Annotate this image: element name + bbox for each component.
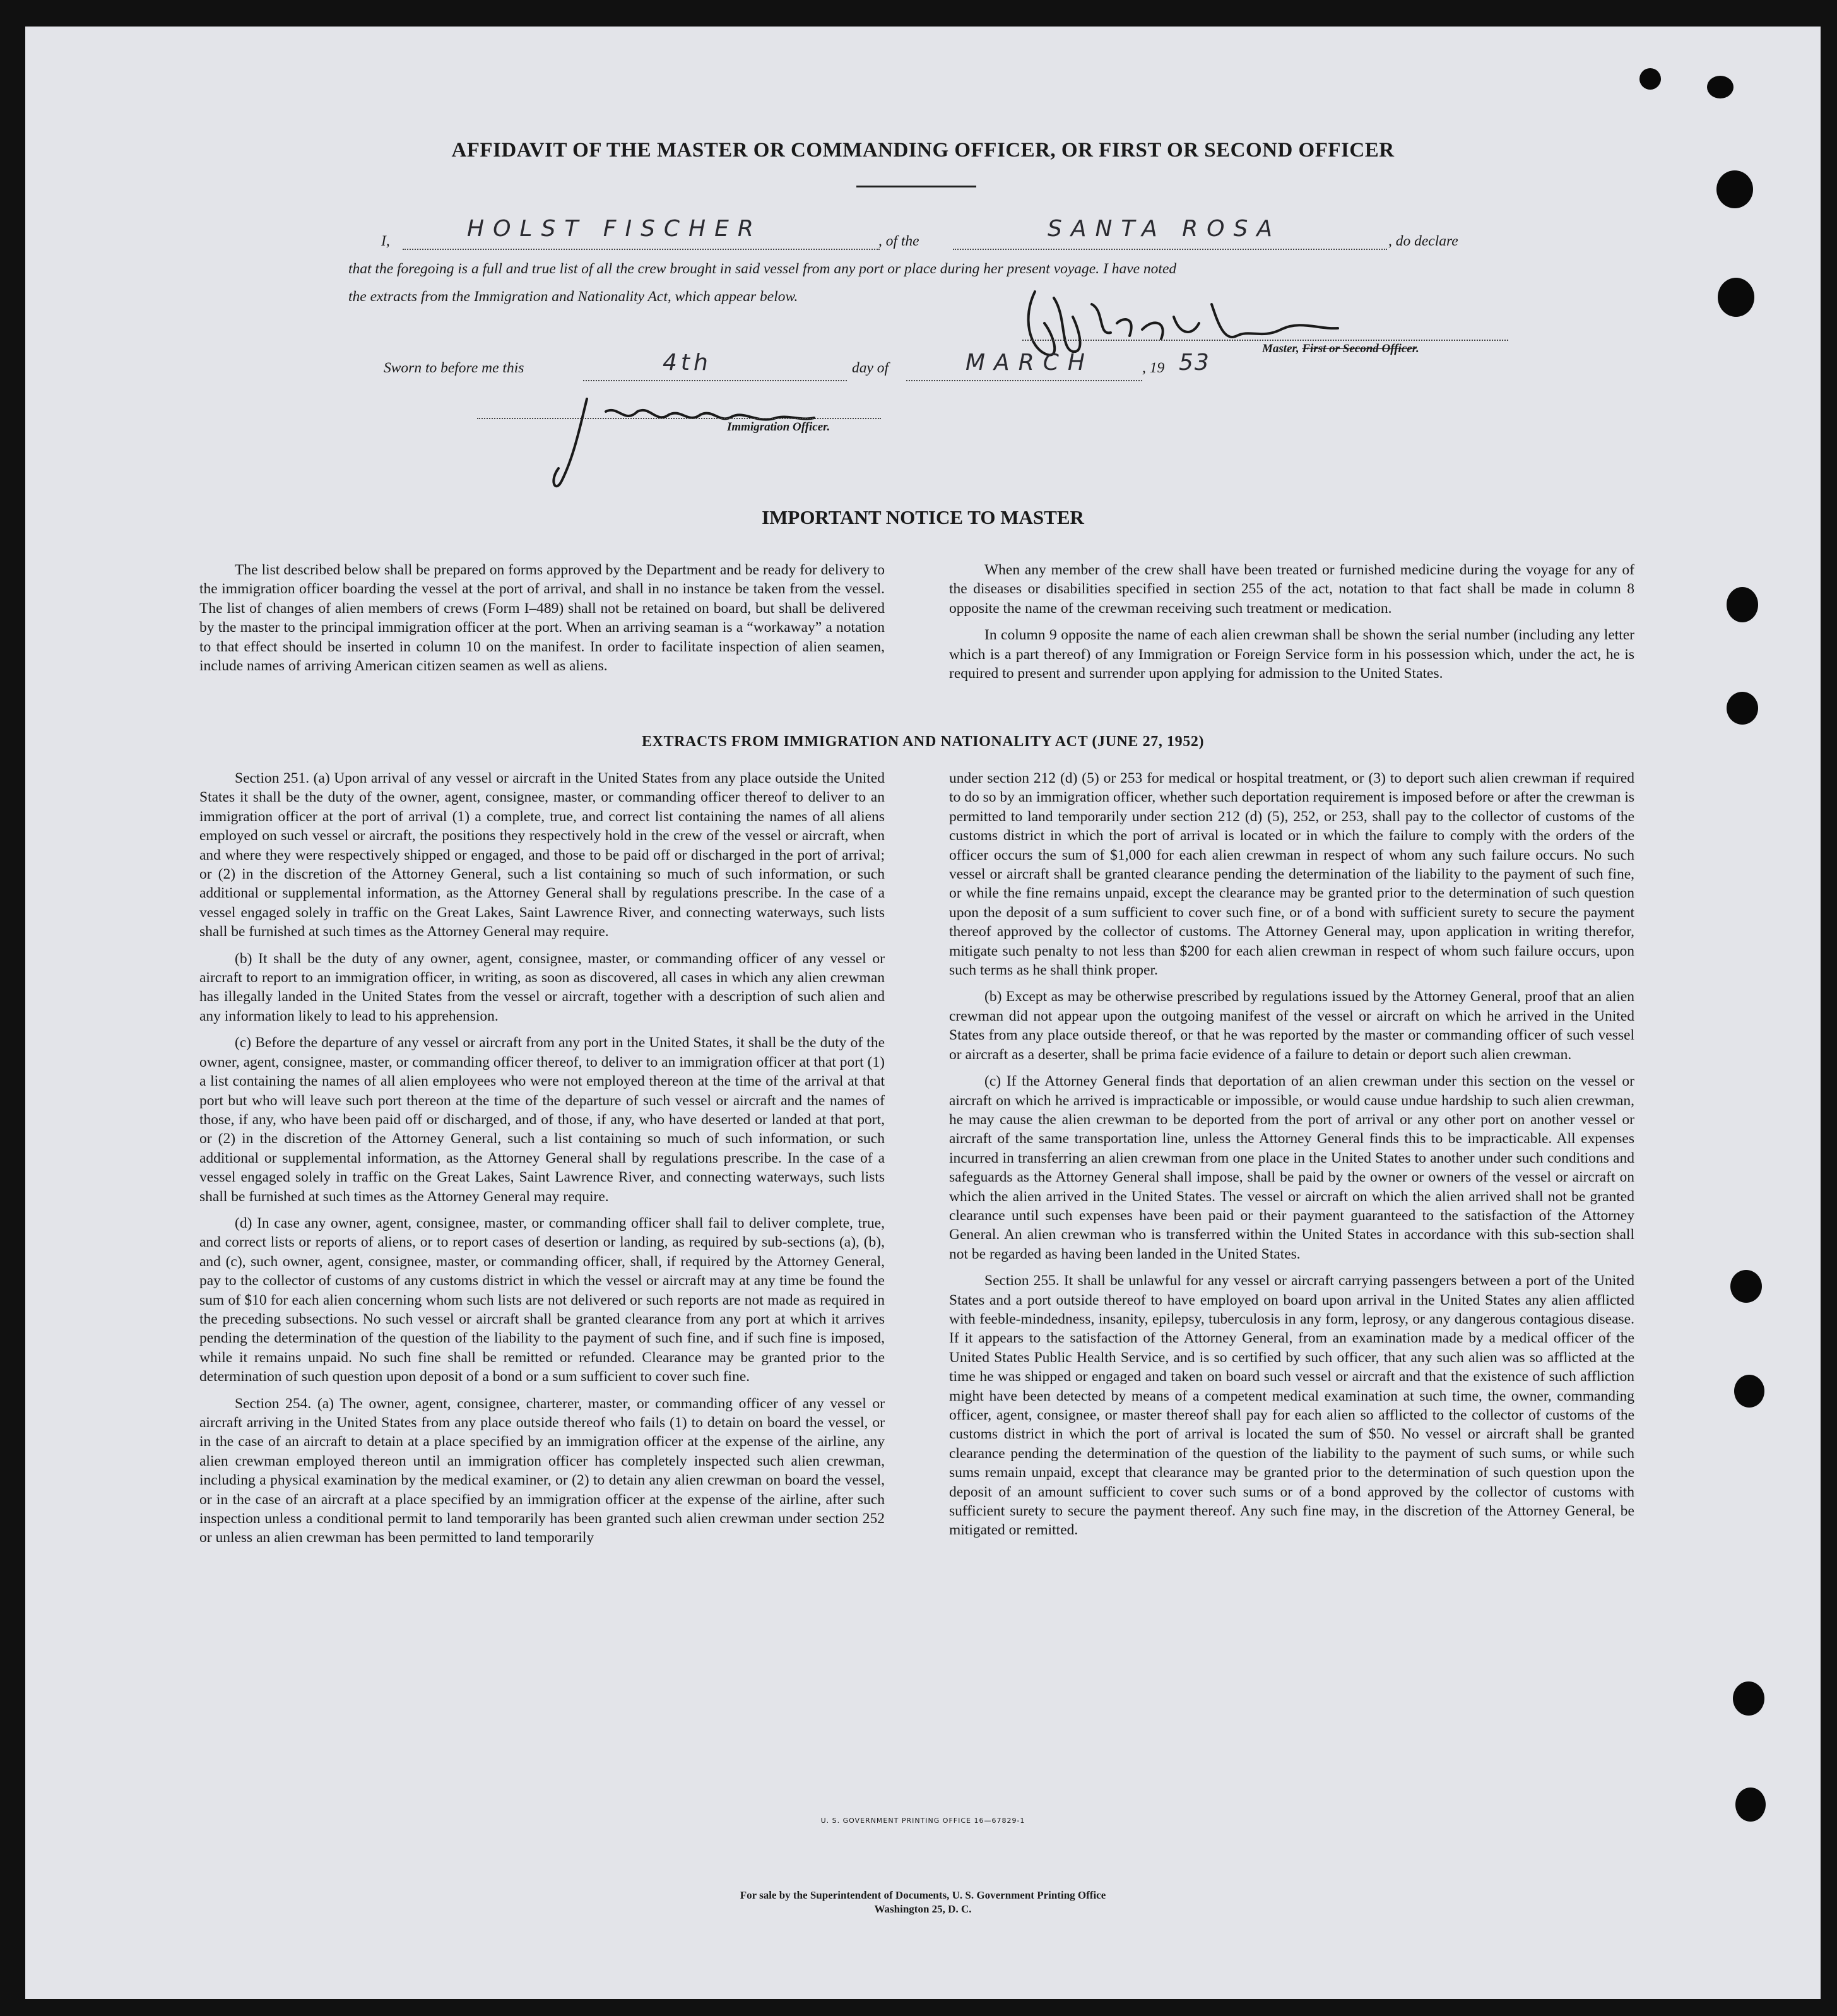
section-251-d: (d) In case any owner, agent, consignee, master, or commanding officer shall fail to deliver complete, true, and correct lists or reports of aliens, or to report cases of desertion or landing, as required by sub-sections (a), (b), and (c), such owner, agent, consignee, master, or commanding officer, shall, if required by the Attorney General, pay to the collector of customs of any customs district in which the vessel or aircraft may at any time be found the sum of $10 for each alien concerning whom such lists are not delivered or such reports are not made as required in the preceding subsections. No such vessel or aircraft shall be granted clearance from any port at which it arrives pending the determination of the question of the liability to the payment of such fine, and if such fine is imposed, while it remains unpaid. No such fine shall be remitted or refunded. Clearance may be granted prior to the determination of such question upon deposit of a bond or a sum sufficient to cover such fine. bbox=[199, 1214, 885, 1385]
footer-line-2: Washington 25, D. C. bbox=[874, 1903, 972, 1915]
notice-heading: IMPORTANT NOTICE TO MASTER bbox=[762, 506, 1084, 528]
punch-hole bbox=[1730, 1270, 1762, 1303]
punch-hole bbox=[1733, 1681, 1764, 1716]
vessel-name-line bbox=[953, 249, 1387, 250]
title-divider bbox=[856, 186, 976, 187]
form-title: AFFIDAVIT OF THE MASTER OR COMMANDING OFFICER, OR FIRST OR SECOND OFFICER bbox=[451, 139, 1395, 162]
footer-line-1: For sale by the Superintendent of Documents, U. S. Government Printing Office bbox=[740, 1889, 1106, 1901]
extracts-left-column bbox=[199, 769, 885, 1555]
day-of-label: day of bbox=[852, 360, 889, 376]
section-255: Section 255. It shall be unlawful for any vessel or aircraft carrying passengers between a port of the United States and a port outside thereof to have employed on board upon arrival in the United States any alien afflicted with feeble-mindedness, insanity, epilepsy, tuberculosis in any form, leprosy, or any dangerous contagious disease. If it appears to the satisfaction of the Attorney General, from an examination made by a medical officer of the United States Public Health Service, and is so certified by such officer, that any such alien was so afflicted at the time he was shipped or engaged and taken on board such vessel or aircraft and that the existence of such affliction might have been detected by means of a competent medical examination at such time, the owner, commanding officer, agent, consignee, or master thereof shall pay for each alien so afflicted to the collector of customs of the customs district in which the port of arrival is located the sum of $50. No vessel or aircraft shall be granted clearance pending the determination of the question of the liability to the payment of such sums, or while such sums remain unpaid, except that clearance may be granted prior to the determination of such question upon the deposit of an amount sufficient to cover such sums or of a bond approved by the collector of customs with sufficient surety to secure the payment thereof. Any such fine may, in the discretion of the Attorney General, be mitigated or remitted. bbox=[949, 1272, 1634, 1539]
master-name-line bbox=[403, 249, 880, 250]
notice-left-column bbox=[199, 560, 885, 683]
declaration-line-3: the extracts from the Immigration and Nationality Act, which appear below. bbox=[348, 288, 798, 305]
sworn-label: Sworn to before me this bbox=[384, 360, 524, 376]
punch-hole bbox=[1734, 1375, 1764, 1408]
master-title-label bbox=[1262, 342, 1419, 356]
punch-hole bbox=[1639, 68, 1661, 90]
footer bbox=[25, 1889, 1821, 1916]
gpo-imprint: U. S. GOVERNMENT PRINTING OFFICE 16—67829-1 bbox=[820, 1817, 1025, 1825]
punch-hole bbox=[1727, 587, 1758, 622]
section-251-a: Section 251. (a) Upon arrival of any vessel or aircraft in the United States from any place outside the United States it shall be the duty of the owner, agent, consignee, master, or commanding officer thereof to deliver to an immigration officer at the port of arrival (1) a complete, true, and correct list containing the names of all aliens employed on such vessel or aircraft, the positions they respectively hold in the crew of the vessel or aircraft, when and where they were respectively shipped or engaged, and those to be paid off or discharged in the port of arrival; or (2) in the discretion of the Attorney General, such a list containing so much of such information, or such additional or supplemental information, as the Attorney General shall by regulations prescribe. In the case of a vessel engaged solely in traffic on the Great Lakes, Saint Lawrence River, and connecting waterways, such lists shall be furnished at such times as the Attorney General may require. bbox=[199, 770, 885, 940]
section-254-a: Section 254. (a) The owner, agent, consignee, charterer, master, or commanding officer of any vessel or aircraft arriving in the United States from any place outside thereof who fails (1) to detain on board the vessel, or in the case of an aircraft to detain at a place specified by an immigration officer at the expense of the airline, any alien crewman employed thereon until an immigration officer has completely inspected such alien crewman, including a physical examination by the medical examiner, or (2) to detain any alien crewman on board the vessel, or in the case of an aircraft at a place specified by an immigration officer at the expense of the airline, after such inspection unless a conditional permit to land temporarily has been granted such alien crewman under section 252 or unless an alien crewman has been permitted to land temporarily bbox=[199, 1395, 885, 1546]
master-label-struck: First or Second Officer bbox=[1302, 342, 1417, 355]
immigration-officer-label: Immigration Officer. bbox=[727, 420, 830, 434]
day-handwritten: 4th bbox=[663, 350, 712, 376]
notice-paragraph: The list described below shall be prepared on forms approved by the Department and be ready for delivery to the immigration officer boarding the vessel at the port of arrival, and shall in no instance be taken from the vessel. The list of changes of alien members of crews (Form I–489) shall not be retained on board, but shall be delivered by the master to the principal immigration officer at the port. When an arriving seaman is a “workaway” a notation to that effect should be inserted in column 10 on the manifest. In order to facilitate inspection of alien seamen, include names of arriving American citizen seamen as well as aliens. bbox=[199, 562, 885, 675]
declaration-of-the: , of the bbox=[878, 233, 919, 249]
punch-hole bbox=[1716, 170, 1753, 208]
declaration-i: I, bbox=[381, 233, 390, 249]
extracts-heading: EXTRACTS FROM IMMIGRATION AND NATIONALITY ACT (JUNE 27, 1952) bbox=[641, 733, 1205, 750]
section-251-b: (b) It shall be the duty of any owner, agent, consignee, master, or commanding officer of any vessel or aircraft to report to an immigration officer, in writing, as soon as discovered, all cases in which any alien crewman has illegally landed in the United States from the vessel or aircraft, together with a description of such alien and any information likely to lead to his apprehension. bbox=[199, 950, 885, 1024]
extracts-right-column bbox=[949, 769, 1634, 1548]
month-handwritten: MARCH bbox=[966, 350, 1094, 376]
declaration-do-declare: , do declare bbox=[1388, 233, 1458, 249]
month-line bbox=[906, 380, 1142, 381]
master-signature-line bbox=[1022, 340, 1508, 341]
section-251-c: (c) Before the departure of any vessel or aircraft from any port in the United States, it shall be the duty of the owner, agent, consignee, master, or commanding officer thereof, to deliver to an immigration officer at that port (1) a list containing the names of all alien employees who were not employed thereon at the time of the arrival at that port but who will leave such port thereon at the time of the departure of such vessel or aircraft and the names of those, if any, who have been paid off or discharged, and of those, if any, who have deserted or landed at that port, or (2) in the discretion of the Attorney General, such a list containing so much of such information, or such additional or supplemental information, as the Attorney General shall by regulations prescribe. In the case of a vessel engaged solely in traffic on the Great Lakes, Saint Lawrence River, and connecting waterways, such lists shall be furnished at such times as the Attorney General may require. bbox=[199, 1035, 885, 1205]
master-label-prefix: Master, bbox=[1262, 342, 1302, 355]
declaration-line-2: that the foregoing is a full and true list of all the crew brought in said vessel from any port or place during her present voyage. I have noted bbox=[348, 261, 1177, 277]
vessel-name-handwritten: SANTA ROSA bbox=[1048, 216, 1281, 242]
master-label-suffix: . bbox=[1416, 342, 1419, 355]
section-254-b: (b) Except as may be otherwise prescribed by regulations issued by the Attorney General, proof that an alien crewman did not appear upon the outgoing manifest of the vessel or aircraft on which he arrived in the United States from any place outside thereof, or that he was reported by the master or commanding officer of such vessel or aircraft as a deserter, shall be prima facie evidence of a failure to detain or deport such alien crewman. bbox=[949, 988, 1634, 1063]
section-254-c: (c) If the Attorney General finds that deportation of an alien crewman under this section on the vessel or aircraft on which he arrived is impracticable or impossible, or would cause undue hardship to such alien crewman, he may cause the alien crewman to be deported from the port of arrival or any other port on another vessel or aircraft of the same transportation line, unless the Attorney General finds this to be impracticable. All expenses incurred in transferring an alien crewman from one place in the United States to another under such conditions and safeguards as the Attorney General shall impose, shall be paid by the owner or owners of the vessel or aircraft on which the alien arrived in the United States. The vessel or aircraft on which the alien arrived shall not be granted clearance until such expenses have been paid or their payment guaranteed to the satisfaction of the Attorney General. An alien crewman who is transferred within the United States in accordance with this sub-section shall not be regarded as having been landed in the United States. bbox=[949, 1073, 1634, 1262]
day-line bbox=[583, 380, 847, 381]
section-254-a-continued: under section 212 (d) (5) or 253 for medical or hospital treatment, or (3) to deport such alien crewman if required to do so by an immigration officer, whether such deportation requirement is imposed before or after the crewman is permitted to land temporarily under section 212 (d) (5), 252, or 253, shall pay to the collector of customs of the customs district in which the port of arrival is located or in which the failure to comply with the orders of the officer occurs the sum of $1,000 for each alien crewman in respect of whom any such failure occurs. No such vessel or aircraft shall be granted clearance pending the determination of the liability to the payment of such fine, or while the fine remains unpaid, except the clearance may be granted prior to the determination of such question upon the deposit of a sum sufficient to cover such fine, or of a bond with sufficient surety to secure the payment thereof approved by the collector of customs. The Attorney General may, upon application in writing therefor, mitigate such penalty to not less than $200 for each alien crewman in respect of whom such failure occurs, upon such terms as he shall think proper. bbox=[949, 770, 1634, 979]
year-handwritten: 53 bbox=[1179, 350, 1210, 376]
punch-hole bbox=[1707, 76, 1734, 98]
immigration-officer-signature bbox=[543, 386, 827, 500]
notice-paragraph: In column 9 opposite the name of each alien crewman shall be shown the serial number (including any letter which is a part thereof) of any Immigration or Foreign Service form in his possession which, under the act, he is required to present and surrender upon applying for admission to the United States. bbox=[949, 627, 1634, 682]
notice-right-column bbox=[949, 560, 1634, 691]
notice-paragraph: When any member of the crew shall have been treated or furnished medicine during the voyage for any of the diseases or disabilities specified in section 255 of the act, notation to that fact shall be made in column 8 opposite the name of the crewman receiving such treatment or medication. bbox=[949, 562, 1634, 617]
immigration-officer-line bbox=[477, 418, 881, 419]
document-page bbox=[25, 27, 1821, 1999]
punch-hole bbox=[1718, 278, 1754, 317]
year-prefix: , 19 bbox=[1142, 360, 1165, 376]
master-name-handwritten: HOLST FISCHER bbox=[467, 216, 762, 242]
punch-hole bbox=[1727, 692, 1758, 725]
